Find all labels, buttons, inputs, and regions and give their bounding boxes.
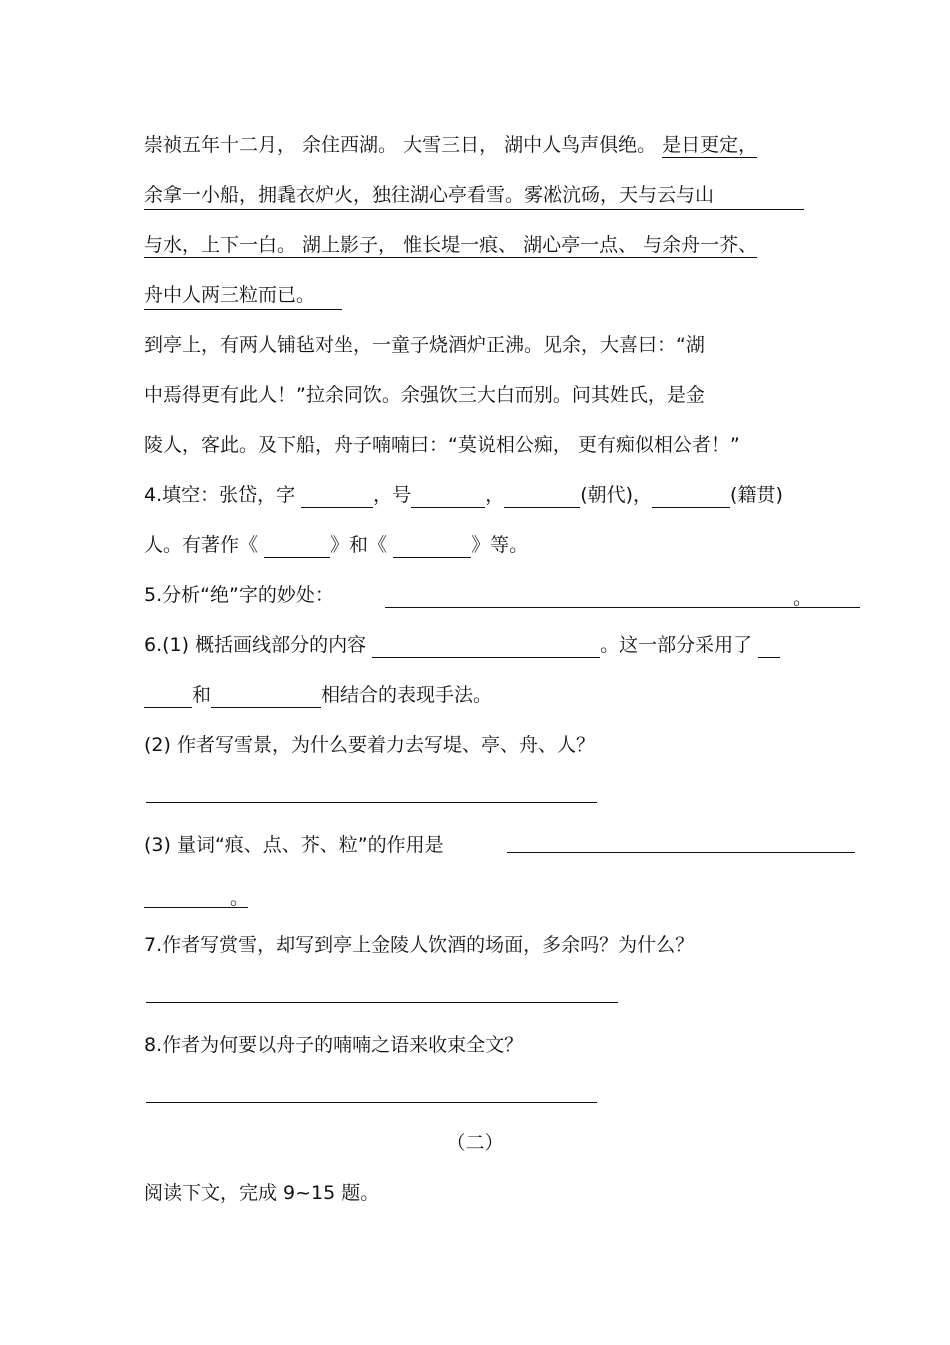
answer-blank[interactable] [411,485,485,508]
passage-line-2 [144,182,804,210]
answer-blank[interactable] [372,635,600,658]
question-text: (3) 量词“痕、点、芥、粒”的作用是 [144,834,444,856]
question-4 [144,482,783,508]
question-text: 》和《 [330,534,394,556]
answer-blank[interactable] [504,485,580,508]
passage-line-6: 中焉得更有此人！”拉余同饮。余强饮三大白而别。问其姓氏，是金 [144,384,705,406]
question-text: 4.填空：张岱，字 [144,484,302,506]
question-text: 人。有著作《 [144,534,265,556]
passage-line-1 [144,132,757,158]
question-5-answer [385,582,860,608]
answer-line[interactable] [146,802,597,803]
question-6-1-line-2 [144,682,492,708]
answer-blank[interactable] [301,485,373,508]
period-mark: 。 [230,887,250,909]
question-text: ， [485,484,505,506]
question-6-3-line-2 [144,882,248,908]
answer-blank[interactable] [264,535,330,558]
question-text: ，号 [373,484,412,506]
question-5 [144,582,334,608]
question-text: (朝代)， [580,484,653,506]
question-4-line-2 [144,532,528,558]
question-text: 和 [192,684,212,706]
question-7: 7.作者写赏雪，却写到亭上金陵人饮酒的场面，多余吗？为什么？ [144,934,695,956]
underlined-passage-text: 舟中人两三粒而已。 [144,282,342,310]
passage-line-3 [144,232,757,258]
question-6-1 [144,632,780,658]
passage-line-4 [144,282,342,310]
answer-line[interactable] [146,1002,618,1003]
question-text: 相结合的表现手法。 [321,684,493,706]
answer-blank[interactable] [211,685,321,708]
question-6-3 [144,832,444,858]
question-8: 8.作者为何要以舟子的喃喃之语来收束全文？ [144,1034,524,1056]
underlined-passage-text: 与水，上下一白。 湖上影子， 惟长堤一痕、 湖心亭一点、 与余舟一芥、 [144,234,758,256]
section-instruction: 阅读下文，完成 9~15 题。 [144,1182,380,1204]
answer-line[interactable] [146,1102,597,1103]
section-title: （二） [446,1132,504,1154]
answer-blank[interactable] [393,535,471,558]
answer-blank[interactable] [652,485,730,508]
answer-blank[interactable] [144,885,248,908]
answer-line[interactable] [507,852,855,853]
underlined-passage-text: 余拿一小船，拥毳衣炉火，独往湖心亭看雪。雾凇沆砀，天与云与山 [144,182,804,210]
question-text: 6.(1) 概括画线部分的内容 [144,634,373,656]
question-text: (籍贯) [730,484,783,506]
passage-line-7: 陵人，客此。及下船，舟子喃喃曰：“莫说相公痴， 更有痴似相公者！” [144,434,740,456]
passage-line-5: 到亭上，有两人铺毡对坐，一童子烧酒炉正沸。见余，大喜曰：“湖 [144,334,705,356]
passage-text: 崇祯五年十二月， 余住西湖。 大雪三日， 湖中人鸟声俱绝。 [144,134,663,156]
period-mark: 。 [793,587,813,609]
question-text: 》等。 [471,534,529,556]
question-text: 。这一部分采用了 [600,634,759,656]
question-6-2: (2) 作者写雪景，为什么要着力去写堤、亭、舟、人？ [144,734,595,756]
answer-blank[interactable] [758,635,780,658]
question-text: 5.分析“绝”字的妙处： [144,584,334,606]
answer-blank[interactable] [385,585,860,608]
answer-blank[interactable] [144,685,192,708]
underlined-passage-text: 是日更定， [662,134,758,156]
